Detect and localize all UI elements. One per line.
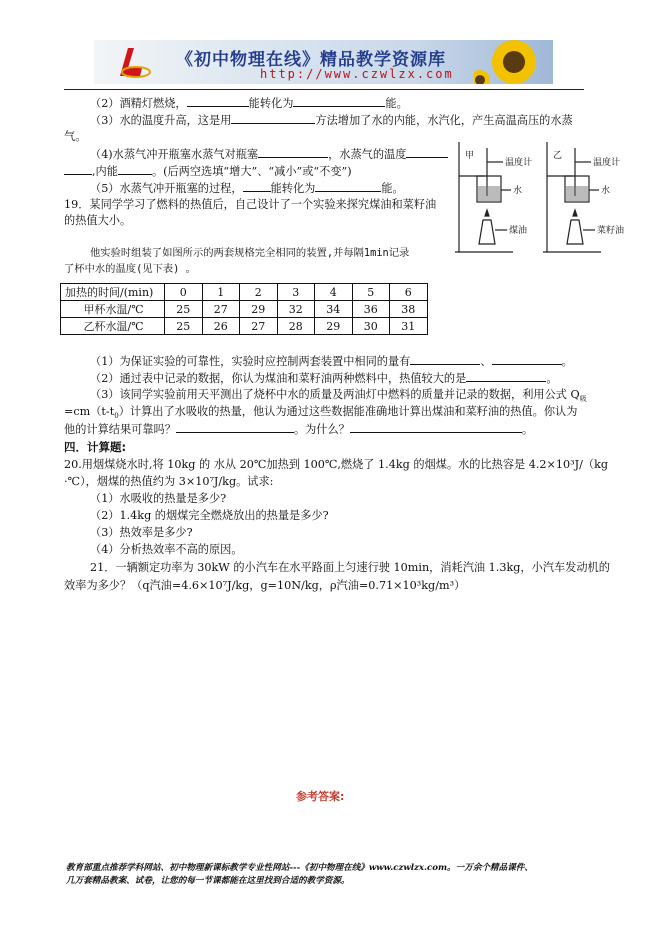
left-beaker-water [478, 186, 500, 201]
q19-sub3-cont: $=cm(t-t_0)$计算出了水吸收的热量，他认为通过这些数据能准确地计算出煤油和菜籽油的热值。你认为 [64, 405, 578, 421]
footer-line: 教育部重点推荐学科网站、初中物理新课标教学专业性网站---《初中物理在线》www.czwlzx.com。一万余个精品课件、 [66, 863, 533, 873]
left-setup-label: 甲 [465, 151, 475, 161]
page-footer [66, 862, 596, 888]
q19-sub3-cont2: 他的计算结果可靠吗？ 。为什么？ 。 [64, 423, 534, 436]
table-cell: 34 [315, 301, 353, 318]
q20-stem: 20.用烟煤烧水时,将 10kg 的 水从 20℃加热到 100℃,燃烧了 1.4kg 的烟煤。水的比热容是 4.2×10³J/（kg [64, 458, 609, 471]
table-cell: 32 [277, 301, 315, 318]
banner-url[interactable]: http://www.czwlzx.com [260, 67, 454, 81]
right-setup-label: 乙 [553, 151, 563, 161]
table-cell: 29 [315, 318, 353, 335]
table-cell: 36 [352, 301, 390, 318]
q18-part3-cont: 气。 [64, 130, 87, 143]
experiment-apparatus-figure [455, 140, 635, 260]
q19-description: 他实验时组装了如图所示的两套规格完全相同的装置,并每隔1min记录 [90, 247, 410, 259]
row-label-cell: 甲杯水温/℃ [61, 301, 165, 318]
time-cell: 4 [315, 284, 353, 301]
q21-stem-cont: 效率为多少？（q汽油=4.6×10⁷J/kg，g=10N/kg，ρ汽油=0.71×10³kg/m³） [64, 579, 466, 592]
table-cell: 31 [390, 318, 428, 335]
right-fuel-label: 菜籽油 [597, 226, 625, 236]
left-fuel-label: 煤油 [509, 226, 528, 236]
time-cell: 6 [390, 284, 428, 301]
table-cell: 25 [165, 301, 203, 318]
table-row [61, 318, 428, 335]
section-heading: 四．计算题: [64, 440, 127, 454]
left-thermometer-label: 温度计 [505, 158, 533, 168]
q19-intro: 19．某同学学习了燃料的热值后，自己设计了一个实验来探究煤油和菜籽油 [64, 198, 437, 211]
q18-part3: （3）水的温度升高，这是用 方法增加了水的内能，水汽化，产生高温高压的水蒸 [90, 114, 573, 127]
table-cell: 26 [202, 318, 240, 335]
q20-item: （1）水吸收的热量是多少? [90, 492, 227, 505]
q18-part5: （5）水蒸气冲开瓶塞的过程， 能转化为 能。 [90, 182, 404, 195]
site-logo-icon [112, 42, 152, 82]
right-beaker-water [566, 186, 588, 201]
table-header-row [61, 284, 428, 301]
time-cell: 3 [277, 284, 315, 301]
table-cell: 25 [165, 318, 203, 335]
time-cell: 1 [202, 284, 240, 301]
left-water-label: 水 [513, 186, 523, 196]
header-rule [64, 89, 584, 90]
table-cell: 27 [202, 301, 240, 318]
table-cell: 28 [277, 318, 315, 335]
q19-intro-cont: 的热值大小。 [64, 214, 132, 227]
q19-sub2: （2）通过表中记录的数据，你认为煤油和菜籽油两种燃料中，热值较大的是 。 [90, 372, 558, 385]
q18-part4: （4)水蒸气冲开瓶塞水蒸气对瓶塞 ，水蒸气的温度 [90, 147, 448, 162]
right-thermometer-label: 温度计 [593, 158, 621, 168]
q21-stem: 21．一辆额定功率为 30kW 的小汽车在水平路面上匀速行驶 10min，消耗汽油 1.3kg，小汽车发动机的 [90, 561, 610, 574]
table-cell: 38 [390, 301, 428, 318]
time-cell: 2 [240, 284, 278, 301]
table-row [61, 301, 428, 318]
footer-line: 几万套精品教案、试卷，让您的每一节课都能在这里找到合适的教学资源。 [66, 876, 350, 886]
q19-sub3: （3）该同学实验前用天平测出了烧杯中水的质量及两油灯中燃料的质量并记录的数据，利用公式 $Q_吸$ [90, 388, 587, 404]
time-cell: 5 [352, 284, 390, 301]
temperature-table [60, 283, 428, 335]
q20-item: （4）分析热效率不高的原因。 [90, 543, 243, 556]
q19-sub1: （1）为保证实验的可靠性，实验时应控制两套装置中相同的量有 、 。 [90, 355, 573, 368]
table-cell: 27 [240, 318, 278, 335]
q20-item: （2）1.4kg 的烟煤完全燃烧放出的热量是多少? [90, 509, 329, 522]
q18-part4-cont: ,内能 。(后两空选填“增大”、“减小”或“不变”) [64, 164, 352, 179]
sunflower-icon [474, 40, 553, 84]
q20-item: （3）热效率是多少? [90, 526, 193, 539]
table-cell: 29 [240, 301, 278, 318]
banner-title: 《初中物理在线》精品教学资源库 [176, 50, 446, 70]
row-label-cell: 乙杯水温/℃ [61, 318, 165, 335]
time-cell: 0 [165, 284, 203, 301]
table-header-cell: 加热的时间/(min) [61, 284, 165, 301]
q19-description-cont: 了杯中水的温度(见下表) 。 [64, 263, 196, 275]
right-water-label: 水 [601, 186, 611, 196]
answer-heading: 参考答案: [296, 790, 345, 803]
q20-stem-cont: ·℃），烟煤的热值约为 3×10⁷J/kg。试求: [64, 475, 274, 488]
header-banner [94, 40, 553, 84]
q18-part2: （2）酒精灯燃烧， 能转化为 能。 [90, 97, 408, 110]
table-cell: 30 [352, 318, 390, 335]
